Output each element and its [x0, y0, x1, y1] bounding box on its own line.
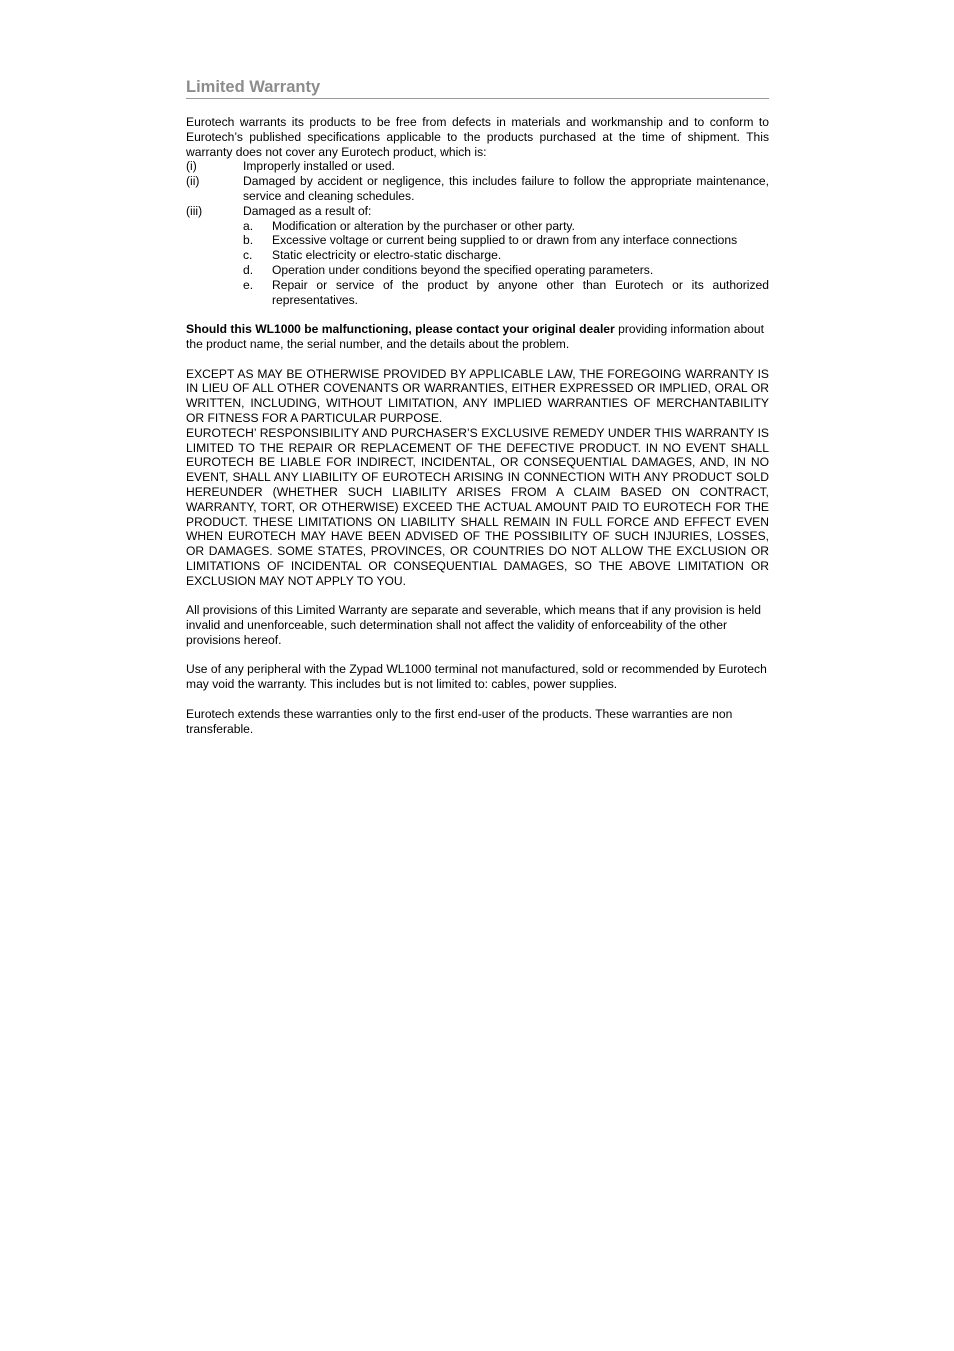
warranty-page: [186, 77, 769, 736]
condition-text: Damaged as a result of:: [243, 203, 372, 218]
sub-condition-item: [186, 263, 769, 278]
sub-condition-letter: a.: [243, 218, 254, 233]
condition-number: (i): [186, 159, 197, 174]
condition-text: Damaged by accident or negligence, this includes failure to follow the appropriate maintenance, service and cleaning schedules.: [243, 174, 769, 203]
malfunction-paragraph: [186, 322, 769, 352]
condition-item: [186, 174, 769, 204]
sub-condition-letter: d.: [243, 262, 254, 277]
disclaimer-liability-paragraph: EUROTECH’ RESPONSIBILITY AND PURCHASER’S EXCLUSIVE REMEDY UNDER THIS WARRANTY IS LIMITED TO THE REPAIR OR REPLACEMENT OF THE DEFECTIVE PRODUCT. IN NO EVENT SHALL EUROTECH BE LIABLE FOR INDIRECT, INCIDENTAL, OR CONSEQUENTIAL DAMAGES, AND, IN NO EVENT, SHALL ANY LIABILITY OF EUROTECH ARISING IN CONNECTION WITH ANY PRODUCT SOLD HEREUNDER (WHETHER SUCH LIABILITY ARISES FROM A CLAIM BASED ON CONTRACT, WARRANTY, TORT, OR OTHERWISE) EXCEED THE ACTUAL AMOUNT PAID TO EUROTECH FOR THE PRODUCT. THESE LIMITATIONS ON LIABILITY SHALL REMAIN IN FULL FORCE AND EFFECT EVEN WHEN EUROTECH MAY HAVE BEEN ADVISED OF THE POSSIBILITY OF SUCH INJURIES, LOSSES, OR DAMAGES. SOME STATES, PROVINCES, OR COUNTRIES DO NOT ALLOW THE EXCLUSION OR LIMITATIONS OF INCIDENTAL OR CONSEQUENTIAL DAMAGES, SO THE ABOVE LIMITATION OR EXCLUSION MAY NOT APPLY TO YOU.: [186, 425, 769, 588]
conditions-list: [186, 159, 769, 307]
sub-conditions-list: [186, 219, 769, 308]
sub-condition-item: [186, 278, 769, 308]
sub-condition-item: [186, 233, 769, 248]
condition-item: [186, 204, 769, 219]
condition-number: (iii): [186, 203, 203, 218]
peripheral-paragraph: Use of any peripheral with the Zypad WL1000 terminal not manufactured, sold or recommended by Eurotech may void the warranty. This includes but is not limited to: cables, power supplies.: [186, 662, 767, 692]
end-user-paragraph: Eurotech extends these warranties only to the first end-user of the products. These warranties are non transferable.: [186, 706, 733, 736]
sub-condition-text: Excessive voltage or current being supplied to or drawn from any interface connections: [272, 233, 738, 248]
page-title: Limited Warranty: [186, 77, 769, 99]
intro-paragraph: Eurotech warrants its products to be free from defects in materials and workmanship and to conform to Eurotech’s published specifications applicable to the products purchased at the time of shipment. This warranty does not cover any Eurotech product, which is:: [186, 115, 769, 159]
sub-condition-text: Modification or alteration by the purchaser or other party.: [272, 218, 575, 233]
sub-condition-letter: c.: [243, 248, 253, 263]
sub-condition-item: [186, 219, 769, 234]
sub-condition-text: Static electricity or electro-static discharge.: [272, 248, 502, 263]
malfunction-bold-text: Should this WL1000 be malfunctioning, please contact your original dealer: [186, 322, 615, 337]
sub-condition-letter: b.: [243, 233, 254, 248]
malfunction-text: providing information about the product name, the serial number, and the details about the problem.: [186, 322, 764, 351]
sub-condition-letter: e.: [243, 277, 254, 292]
condition-item: [186, 159, 769, 174]
sub-condition-text: Repair or service of the product by anyone other than Eurotech or its authorized representatives.: [272, 277, 769, 307]
condition-number: (ii): [186, 174, 200, 189]
disclaimer-warranty-paragraph: EXCEPT AS MAY BE OTHERWISE PROVIDED BY APPLICABLE LAW, THE FOREGOING WARRANTY IS IN LIEU OF ALL OTHER COVENANTS OR WARRANTIES, EITHER EXPRESSED OR IMPLIED, ORAL OR WRITTEN, INCLUDING, WITHOUT LIMITATION, ANY IMPLIED WARRANTIES OF MERCHANTABILITY OR FITNESS FOR A PARTICULAR PURPOSE.: [186, 366, 769, 425]
sub-condition-item: [186, 248, 769, 263]
sub-condition-text: Operation under conditions beyond the specified operating parameters.: [272, 262, 654, 277]
condition-text: Improperly installed or used.: [243, 159, 395, 174]
severability-paragraph: All provisions of this Limited Warranty are separate and severable, which means that if any provision is held invalid and unenforceable, such determination shall not affect the validity of enforceability of the other provisions hereof.: [186, 603, 761, 647]
